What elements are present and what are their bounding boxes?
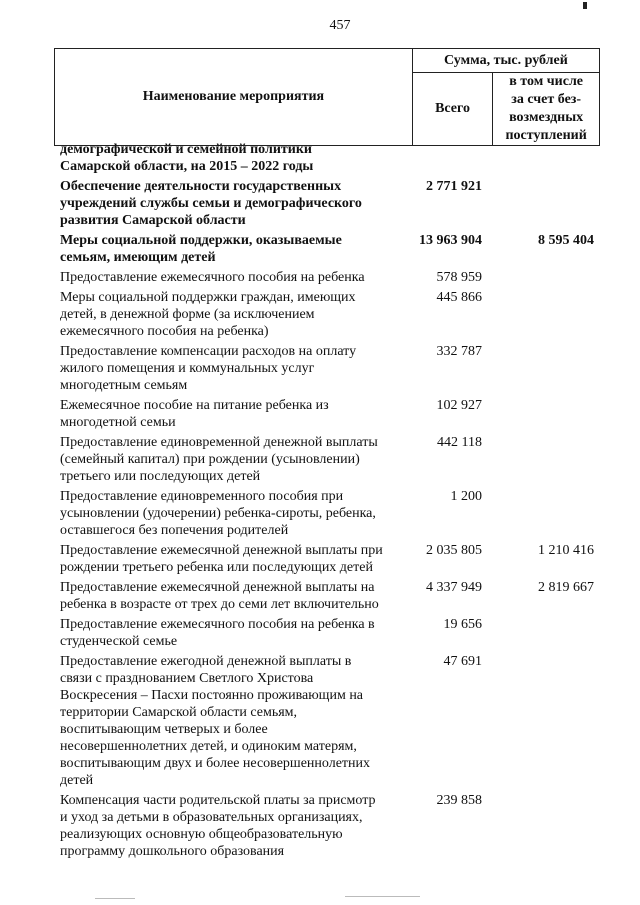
row-name-line: студенческой семье [60, 634, 178, 649]
row-name [60, 397, 408, 431]
row-total: 4 337 949 [426, 580, 482, 595]
row-name [60, 616, 408, 650]
row-name [60, 141, 408, 175]
table-row [60, 289, 600, 340]
row-name [60, 792, 408, 860]
row-name-line: ребенка в возрасте от трех до семи лет включительно [60, 597, 379, 612]
row-name-line: Предоставление ежемесячной денежной выплаты при [60, 543, 383, 558]
header-free-line: поступлений [505, 128, 587, 143]
header-free-line: возмездных [509, 110, 584, 125]
table-row [60, 232, 600, 266]
row-name [60, 542, 408, 576]
row-name-line: ежемесячного пособия на ребенка) [60, 324, 269, 339]
row-total: 442 118 [437, 435, 482, 450]
header-sum-cell: Сумма, тыс. рублей [412, 49, 599, 73]
row-total: 19 656 [443, 617, 482, 632]
row-name-line: Предоставление единовременного пособия при [60, 489, 344, 504]
row-name-line: Меры социальной поддержки граждан, имеющих [60, 290, 356, 305]
table-row [60, 269, 600, 286]
row-name-line: Обеспечение деятельности государственных [60, 179, 342, 194]
row-name-line: Воскресения – Пасхи постоянно проживающим на [60, 688, 364, 703]
table-row [60, 397, 600, 431]
header-free-line: в том числе [509, 74, 584, 89]
row-name-line: детей [60, 773, 94, 788]
scan-artifact [345, 896, 420, 897]
header-total-cell: Всего [412, 73, 492, 146]
row-total: 2 771 921 [426, 179, 482, 194]
scan-artifact [95, 898, 135, 899]
row-name-line: жилого помещения и коммунальных услуг [60, 361, 315, 376]
table-row [60, 616, 600, 650]
row-name [60, 232, 408, 266]
row-total: 47 691 [443, 654, 482, 669]
row-name [60, 343, 408, 394]
row-name-line: третьего или последующих детей [60, 469, 261, 484]
row-name [60, 269, 408, 286]
row-free: 8 595 404 [538, 233, 594, 248]
table-row [60, 141, 600, 175]
row-name-line: Предоставление ежемесячной денежной выплаты на [60, 580, 375, 595]
row-name-line: Самарской области, на 2015 – 2022 годы [60, 159, 314, 174]
row-name-line: семьям, имеющим детей [60, 250, 216, 265]
row-name [60, 488, 408, 539]
table-row [60, 542, 600, 576]
row-name-line: Предоставление ежемесячного пособия на ребенка в [60, 617, 375, 632]
row-name-line: несовершеннолетних детей, и одиноким матерям, [60, 739, 357, 754]
row-name-line: воспитывающим четверых и более [60, 722, 268, 737]
row-name-line: (семейный капитал) при рождении (усыновлении) [60, 452, 360, 467]
row-name-line: развития Самарской области [60, 213, 246, 228]
row-free: 1 210 416 [538, 543, 594, 558]
row-name-line: Предоставление ежегодной денежной выплаты в [60, 654, 352, 669]
header-name-cell: Наименование мероприятия [55, 49, 413, 146]
row-name-line: оставшегося без попечения родителей [60, 523, 289, 538]
row-name [60, 579, 408, 613]
row-total: 1 200 [450, 489, 482, 504]
row-name-line: детей, в денежной форме (за исключением [60, 307, 315, 322]
row-name-line: усыновлении (удочерении) ребенка-сироты, ребенка, [60, 506, 376, 521]
row-total: 102 927 [436, 398, 482, 413]
row-name-line: Компенсация части родительской платы за присмотр [60, 793, 376, 808]
row-free: 2 819 667 [538, 580, 594, 595]
table-row [60, 653, 600, 789]
row-total: 578 959 [436, 270, 482, 285]
row-total: 332 787 [436, 344, 482, 359]
row-name [60, 653, 408, 789]
row-name-line: Предоставление компенсации расходов на оплату [60, 344, 357, 359]
row-name-line: демографической и семейной политики [60, 142, 312, 157]
row-name-line: программу дошкольного образования [60, 844, 285, 859]
table-header [54, 48, 600, 146]
row-name-line: рождении третьего ребенка или последующих детей [60, 560, 373, 575]
row-name [60, 434, 408, 485]
row-name [60, 178, 408, 229]
table-row [60, 488, 600, 539]
row-total: 2 035 805 [426, 543, 482, 558]
row-name-line: учреждений службы семьи и демографического [60, 196, 362, 211]
table-body [60, 141, 600, 860]
header-free-cell [493, 73, 600, 146]
table-row [60, 792, 600, 860]
row-name-line: многодетным семьям [60, 378, 188, 393]
row-name [60, 289, 408, 340]
table-row [60, 579, 600, 613]
page-number: 457 [329, 18, 351, 33]
row-name-line: связи с празднованием Светлого Христова [60, 671, 314, 686]
row-name-line: многодетной семьи [60, 415, 176, 430]
row-total: 239 858 [436, 793, 482, 808]
row-name-line: Предоставление единовременной денежной выплаты [60, 435, 378, 450]
row-name-line: и уход за детьми в образовательных организациях, [60, 810, 363, 825]
row-name-line: Ежемесячное пособие на питание ребенка из [60, 398, 329, 413]
row-name-line: Меры социальной поддержки, оказываемые [60, 233, 342, 248]
row-total: 13 963 904 [419, 233, 482, 248]
row-total: 445 866 [436, 290, 482, 305]
row-name-line: Предоставление ежемесячного пособия на ребенка [60, 270, 365, 285]
table-row [60, 434, 600, 485]
scan-corner-mark [583, 2, 587, 9]
table-row [60, 178, 600, 229]
header-free-line: за счет без- [511, 92, 582, 107]
row-name-line: реализующих основную общеобразовательную [60, 827, 343, 842]
row-name-line: воспитывающим двух и более несовершеннолетних [60, 756, 371, 771]
row-name-line: территории Самарской области семьям, [60, 705, 298, 720]
table-row [60, 343, 600, 394]
